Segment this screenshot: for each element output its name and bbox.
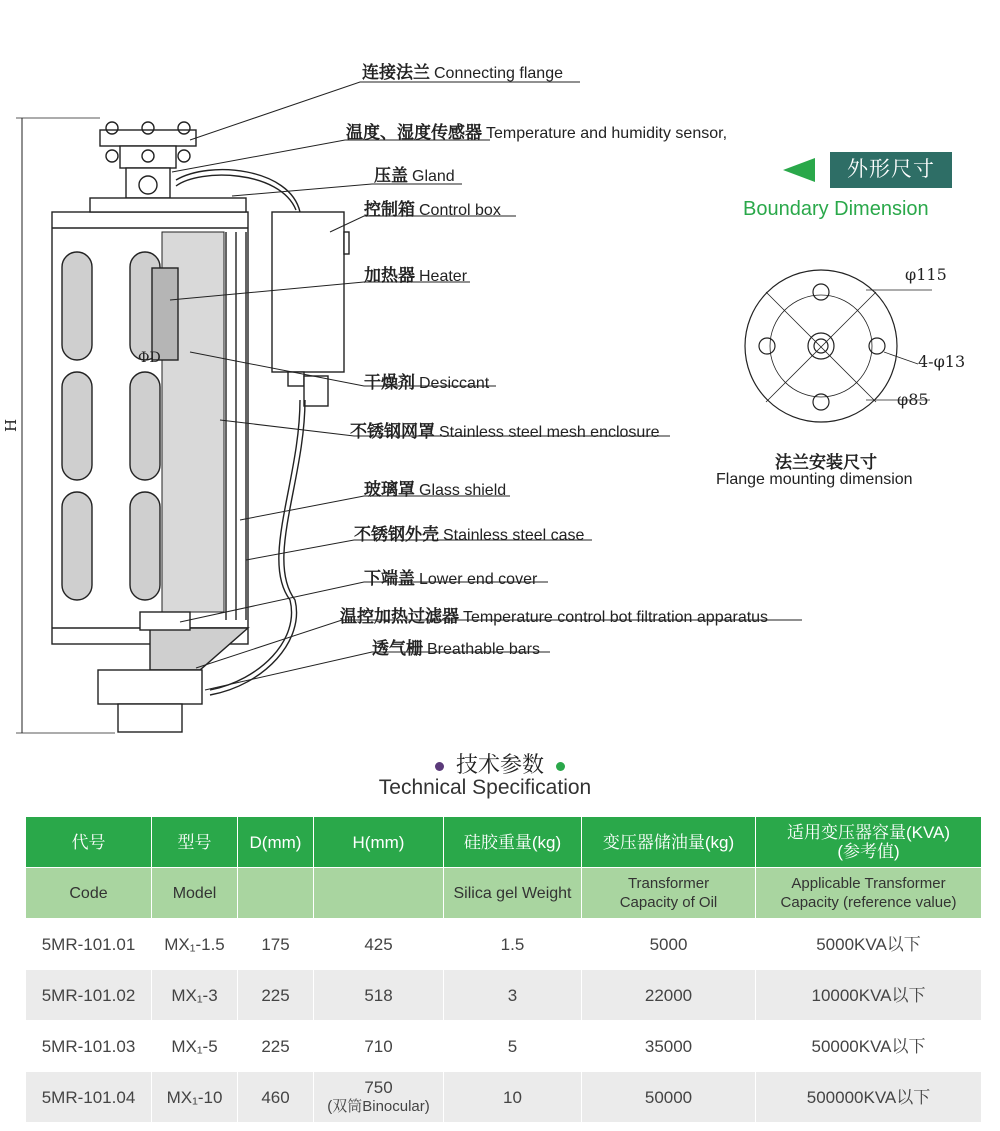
flange-title-cn: 法兰安装尺寸	[775, 453, 877, 473]
boundary-badge: 外形尺寸	[830, 152, 952, 188]
cell-oil: 5000	[582, 919, 756, 970]
col-header: 变压器储油量(kg)	[582, 817, 756, 868]
spec-title-en: Technical Specification	[378, 776, 592, 799]
col-header: D(mm)	[238, 817, 314, 868]
cell-model: MX₁-3	[152, 970, 238, 1021]
spec-table	[25, 816, 982, 1123]
col-header: 适用变压器容量(KVA) (参考值)	[756, 817, 982, 868]
table-row	[26, 919, 982, 970]
flange-pitch-dia: φ85	[897, 390, 929, 409]
col-header: 代号	[26, 817, 152, 868]
col-header: 型号	[152, 817, 238, 868]
label-heater: 加热器 Heater	[364, 266, 468, 286]
cell-code: 5MR-101.02	[26, 970, 152, 1021]
cell-d: 225	[238, 1021, 314, 1072]
label-gland: 压盖 Gland	[374, 166, 455, 186]
label-steel-case: 不锈钢外壳 Stainless steel case	[354, 525, 585, 545]
cell-capacity: 10000KVA以下	[756, 970, 982, 1021]
col-subheader: Applicable Transformer Capacity (reference value)	[756, 868, 982, 919]
label-sensor: 温度、湿度传感器 Temperature and humidity sensor,	[346, 123, 728, 143]
cell-d: 175	[238, 919, 314, 970]
cell-code: 5MR-101.03	[26, 1021, 152, 1072]
cell-capacity: 500000KVA以下	[756, 1072, 982, 1123]
label-desiccant: 干燥剂 Desiccant	[364, 373, 490, 393]
cell-capacity: 50000KVA以下	[756, 1021, 982, 1072]
cell-oil: 22000	[582, 970, 756, 1021]
col-header: H(mm)	[314, 817, 444, 868]
label-mesh-enclosure: 不锈钢网罩 Stainless steel mesh enclosure	[350, 422, 660, 442]
table-row	[26, 970, 982, 1021]
dot-icon	[556, 762, 565, 771]
cell-oil: 35000	[582, 1021, 756, 1072]
col-subheader: Model	[152, 868, 238, 919]
cell-h: 425	[314, 919, 444, 970]
col-subheader: Silica gel Weight	[444, 868, 582, 919]
height-mark: H	[2, 418, 20, 432]
flange-title-en: Flange mounting dimension	[716, 471, 913, 488]
col-subheader: Code	[26, 868, 152, 919]
boundary-title: Boundary Dimension	[743, 198, 929, 220]
cell-model: MX₁-1.5	[152, 919, 238, 970]
col-subheader: Transformer Capacity of Oil	[582, 868, 756, 919]
cell-code: 5MR-101.01	[26, 919, 152, 970]
label-filtration: 温控加热过滤器 Temperature control bot filtration apparatus	[340, 607, 769, 627]
cell-model: MX₁-10	[152, 1072, 238, 1123]
table-subheader-row	[26, 868, 982, 919]
table-row	[26, 1021, 982, 1072]
flange-holes: 4-φ13	[918, 352, 966, 371]
col-header: 硅胶重量(kg)	[444, 817, 582, 868]
cell-h: 518	[314, 970, 444, 1021]
col-subheader	[314, 868, 444, 919]
spec-title-cn: 技术参数	[0, 748, 1000, 779]
label-control-box: 控制箱 Control box	[364, 200, 501, 220]
cell-h: 710	[314, 1021, 444, 1072]
cell-oil: 50000	[582, 1072, 756, 1123]
cell-h: 750 (双筒Binocular)	[314, 1072, 444, 1123]
label-lower-end-cover: 下端盖 Lower end cover	[364, 569, 538, 589]
col-subheader	[238, 868, 314, 919]
diameter-mark: ΦD	[138, 350, 161, 366]
table-header-row	[26, 817, 982, 868]
table-row	[26, 1072, 982, 1123]
arrow-icon	[783, 158, 815, 182]
label-breathable-bars: 透气栅 Breathable bars	[372, 639, 540, 659]
cell-silica: 10	[444, 1072, 582, 1123]
dot-icon	[435, 762, 444, 771]
cell-silica: 5	[444, 1021, 582, 1072]
cell-model: MX₁-5	[152, 1021, 238, 1072]
cell-silica: 3	[444, 970, 582, 1021]
label-glass-shield: 玻璃罩 Glass shield	[364, 480, 507, 500]
cell-code: 5MR-101.04	[26, 1072, 152, 1123]
label-connecting-flange: 连接法兰 Connecting flange	[362, 63, 563, 83]
flange-outer-dia: φ115	[905, 265, 947, 284]
cell-capacity: 5000KVA以下	[756, 919, 982, 970]
cell-d: 225	[238, 970, 314, 1021]
cell-d: 460	[238, 1072, 314, 1123]
cell-silica: 1.5	[444, 919, 582, 970]
